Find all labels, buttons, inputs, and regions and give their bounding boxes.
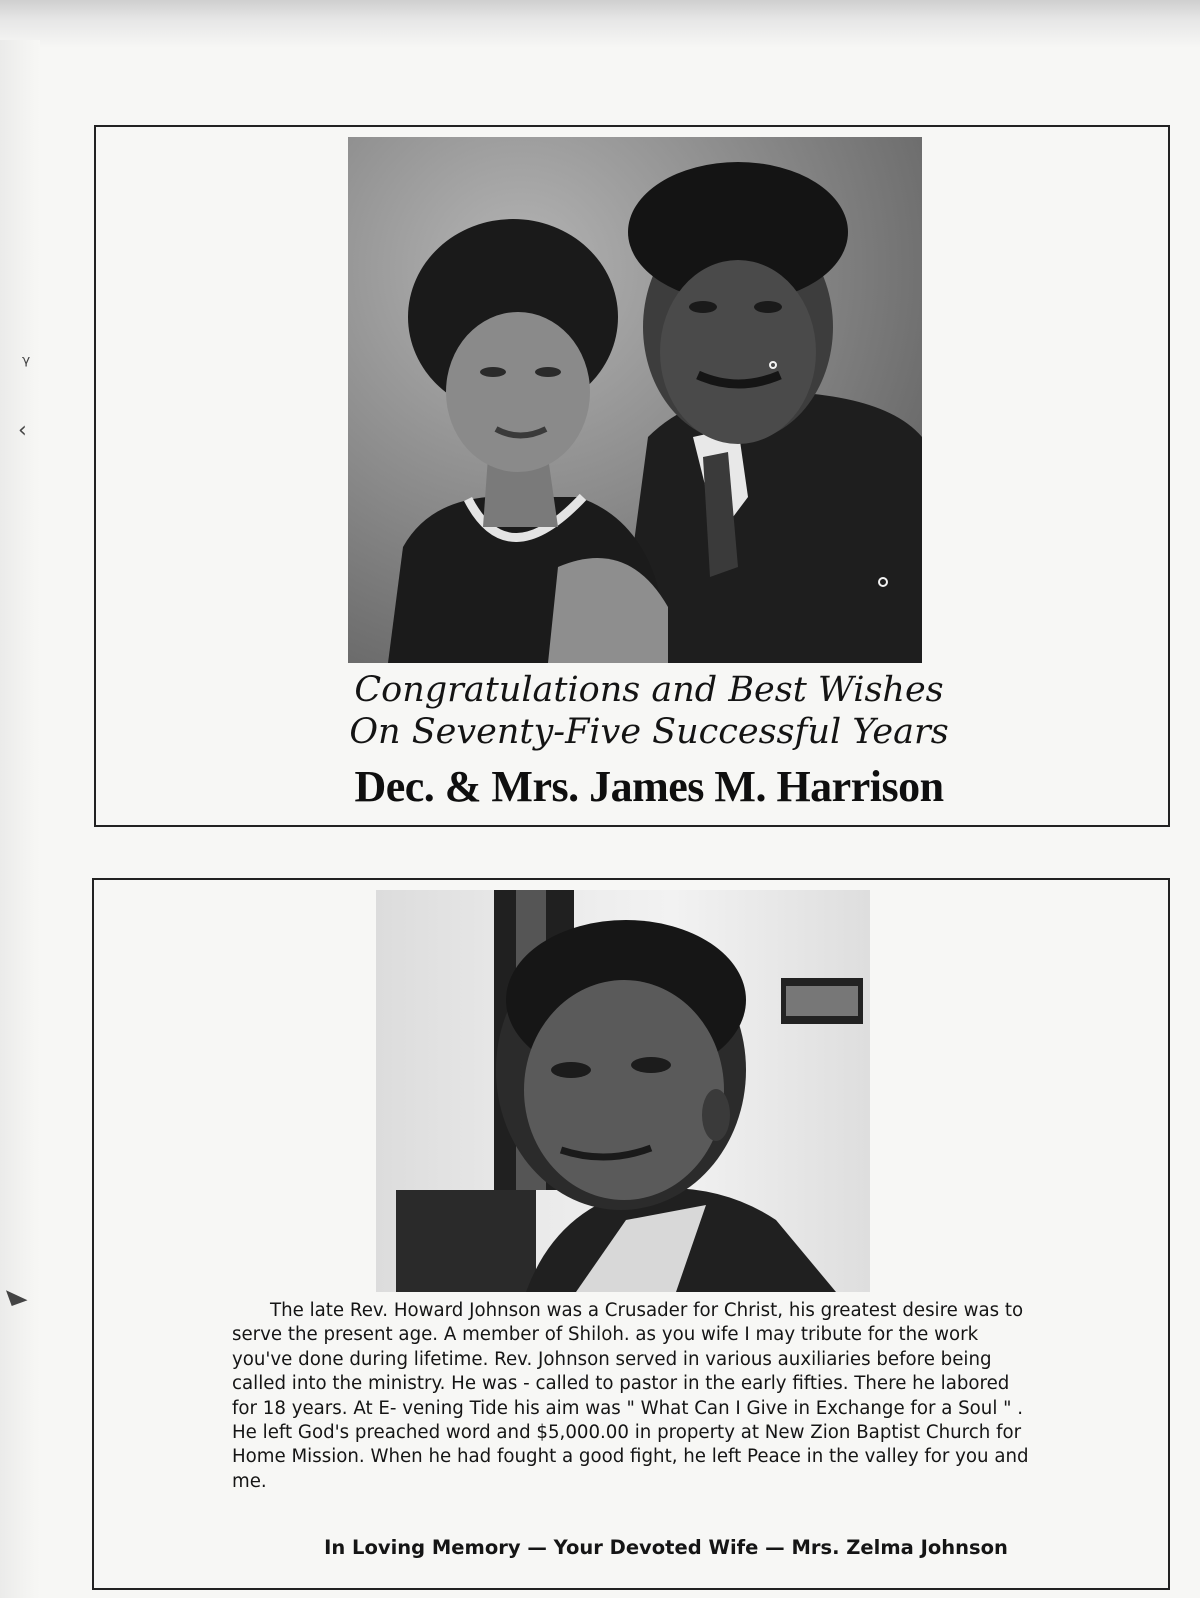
tribute-paragraph: The late Rev. Howard Johnson was a Crusader for Christ, his greatest desire was to serve the present age. A member of Shiloh. as you wife I may tribute for the work you've done during lifetime. Rev. Johnson served in various auxiliaries before being called into the ministry. He was - called to pastor in the early fifties. There he labored for 18 years. At E- vening Tide his aim was " What Can I Give in Exchange for a Soul " . He left God's preached word and $5,000.00 in property at New Zion Baptist Church for Home Mission. When he had fought a good fight, he left Peace in the valley for you and me. xyxy=(232,1300,1029,1492)
staple-mark-icon: ‹ xyxy=(18,418,27,443)
page-top-shadow xyxy=(0,0,1200,48)
staple-mark-icon: ᵞ xyxy=(22,352,31,377)
man-portrait-photo xyxy=(376,890,870,1292)
couple-portrait-photo xyxy=(348,137,922,663)
binding-edge xyxy=(0,40,40,1598)
memorial-dedication: In Loving Memory — Your Devoted Wife — Mrs. Zelma Johnson xyxy=(324,1536,1008,1559)
anniversary-ad-panel xyxy=(94,125,1170,827)
memorial-ad-panel xyxy=(92,878,1170,1590)
honoree-name: Dec. & Mrs. James M. Harrison xyxy=(354,762,944,811)
congratulations-line: Congratulations and Best Wishes xyxy=(354,670,944,710)
staple-mark-icon: ◣ xyxy=(4,1279,29,1310)
anniversary-line: On Seventy-Five Successful Years xyxy=(349,712,949,752)
